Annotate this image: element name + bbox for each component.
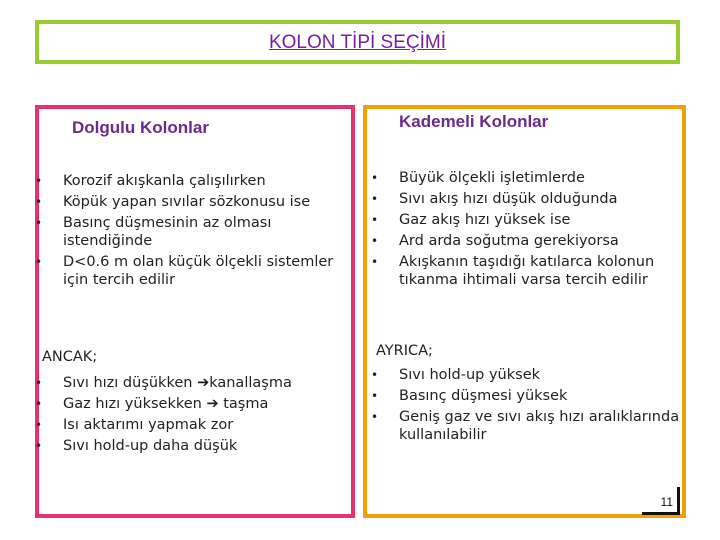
list-item-text: D<0.6 m olan küçük ölçekli sistemler için tercih edilir bbox=[63, 254, 334, 288]
bullet-icon: • bbox=[35, 376, 43, 390]
packed-columns-panel bbox=[35, 105, 355, 518]
list-item bbox=[369, 169, 684, 187]
list-item-text: Sıvı akış hızı düşük olduğunda bbox=[399, 191, 618, 207]
list-item-text: Ard arda soğutma gerekiyorsa bbox=[399, 233, 619, 249]
list-item-text: Büyük ölçekli işletimlerde bbox=[399, 170, 585, 186]
however-label: ANCAK; bbox=[42, 349, 98, 365]
bullet-icon: • bbox=[371, 213, 379, 227]
bullet-icon: • bbox=[35, 439, 43, 453]
list-item bbox=[369, 408, 684, 444]
bullet-icon: • bbox=[35, 216, 43, 230]
bullet-icon: • bbox=[35, 195, 43, 209]
slide-title: KOLON TİPİ SEÇİMİ bbox=[268, 32, 447, 53]
bullet-icon: • bbox=[371, 389, 379, 403]
bullet-icon: • bbox=[371, 410, 379, 424]
packed-columns-list bbox=[33, 172, 355, 292]
list-item bbox=[369, 211, 684, 229]
tray-columns-panel bbox=[363, 105, 686, 518]
arrow-right-icon: ➔ bbox=[206, 396, 219, 412]
arrow-right-icon: ➔ bbox=[197, 375, 210, 391]
page-number: 11 bbox=[660, 495, 673, 509]
page-number-box bbox=[642, 487, 680, 515]
list-item bbox=[369, 232, 684, 250]
however-list bbox=[33, 374, 355, 458]
list-item bbox=[33, 172, 355, 190]
additionally-label: AYRICA; bbox=[376, 343, 433, 359]
list-item-text: Basınç düşmesinin az olması istendiğinde bbox=[63, 215, 272, 249]
list-item-text: Sıvı hızı düşükken bbox=[63, 375, 193, 391]
list-item bbox=[369, 387, 684, 405]
bullet-icon: • bbox=[35, 418, 43, 432]
list-item-text: Sıvı hold-up daha düşük bbox=[63, 438, 238, 454]
list-item-result: kanallaşma bbox=[209, 375, 292, 391]
list-item-text: Basınç düşmesi yüksek bbox=[399, 388, 568, 404]
tray-columns-list bbox=[369, 169, 684, 292]
bullet-icon: • bbox=[371, 192, 379, 206]
list-item-text: Akışkanın taşıdığı katılarca kolonun tıkanma ihtimali varsa tercih edilir bbox=[399, 254, 655, 288]
list-item bbox=[33, 416, 355, 434]
bullet-icon: • bbox=[35, 397, 43, 411]
list-item bbox=[369, 190, 684, 208]
list-item bbox=[33, 193, 355, 211]
list-item bbox=[33, 395, 355, 413]
list-item-text: Korozif akışkanla çalışılırken bbox=[63, 173, 266, 189]
list-item bbox=[33, 214, 355, 250]
list-item-result: taşma bbox=[223, 396, 269, 412]
list-item bbox=[33, 253, 355, 289]
list-item-text: Isı aktarımı yapmak zor bbox=[63, 417, 234, 433]
list-item-text: Gaz akış hızı yüksek ise bbox=[399, 212, 571, 228]
tray-columns-heading: Kademeli Kolonlar bbox=[399, 112, 549, 131]
bullet-icon: • bbox=[35, 255, 43, 269]
list-item-text: Köpük yapan sıvılar sözkonusu ise bbox=[63, 194, 311, 210]
title-box bbox=[35, 20, 680, 64]
list-item bbox=[33, 374, 355, 392]
bullet-icon: • bbox=[371, 234, 379, 248]
list-item-text: Geniş gaz ve sıvı akış hızı aralıklarında kullanılabilir bbox=[399, 409, 680, 443]
bullet-icon: • bbox=[371, 255, 379, 269]
additionally-list bbox=[369, 366, 684, 447]
bullet-icon: • bbox=[371, 368, 379, 382]
bullet-icon: • bbox=[371, 171, 379, 185]
bullet-icon: • bbox=[35, 174, 43, 188]
list-item bbox=[369, 253, 684, 289]
list-item-text: Gaz hızı yüksekken bbox=[63, 396, 202, 412]
list-item-text: Sıvı hold-up yüksek bbox=[399, 367, 541, 383]
list-item bbox=[369, 366, 684, 384]
list-item bbox=[33, 437, 355, 455]
packed-columns-heading: Dolgulu Kolonlar bbox=[72, 118, 209, 137]
